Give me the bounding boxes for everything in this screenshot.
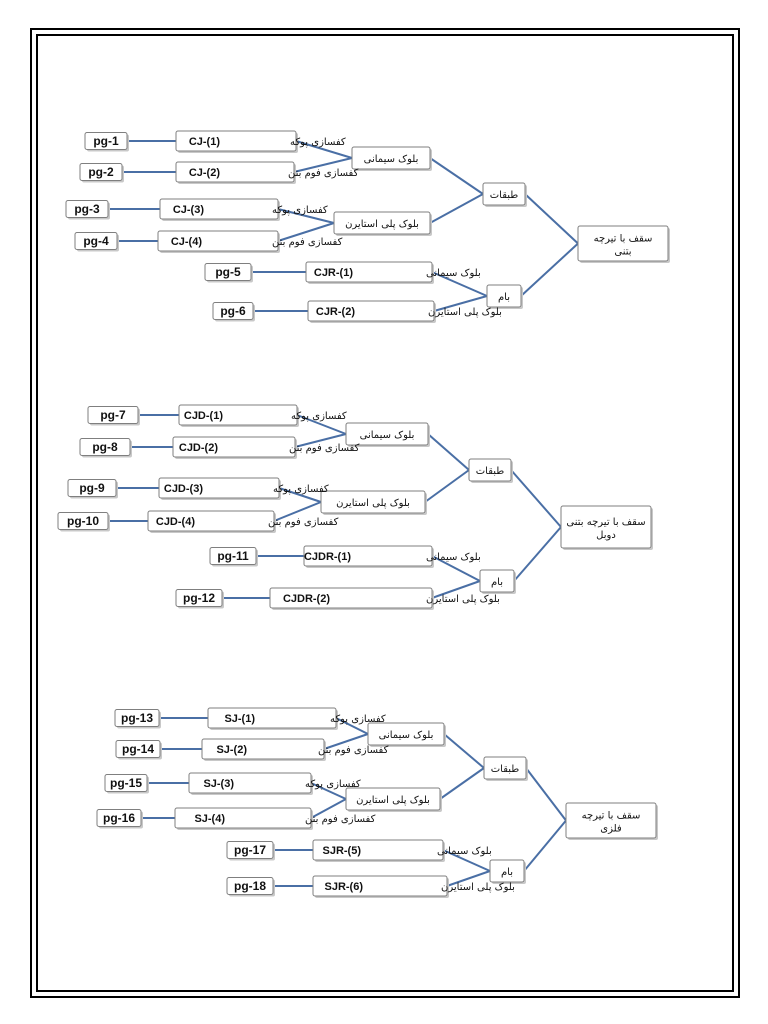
item-node-code: CJ-(4) [170,235,202,248]
item-node-code: CJD-(4) [155,515,195,528]
page-ref-box [85,133,129,152]
item-node-label: کفسازی فوم بتن [305,814,376,825]
page-ref-box [105,775,149,794]
page-ref-box [88,407,140,426]
floors-node-label: طبقات [490,764,520,775]
page-ref-box [176,590,224,609]
page-ref-box-label: pg-16 [102,811,136,826]
page-ref-box-label: pg-4 [83,234,109,249]
root-node-3 [566,803,658,840]
page-ref-box [227,842,275,861]
item-node-label: کفسازی پوکه [272,205,328,216]
roof-node [480,570,516,594]
roof-item-node [270,588,500,610]
floors-node [469,459,513,483]
item-node-code: CJ-(1) [188,135,220,148]
connector-root-roof [521,244,578,297]
item-node-label: کفسازی پوکه [291,411,347,422]
roof-item-node-label: بلوک پلی استایرن [428,307,502,318]
page-ref-box [80,439,132,458]
page-ref-box-label: pg-9 [79,481,105,496]
page-ref-box-label: pg-6 [220,304,246,319]
roof-node [487,285,523,309]
item-node-label: کفسازی پوکه [273,484,329,495]
page-ref-box [66,201,110,220]
connector-floors-block [440,768,484,799]
roof-item-node [306,262,481,284]
roof-item-node [308,301,502,323]
block-node-label: بلوک سیمانی [359,430,415,441]
connector-root-roof [524,821,566,872]
page-ref-box-label: pg-2 [88,165,114,180]
roof-item-node-code: SJR-(6) [324,880,363,893]
item-node-label: کفسازی پوکه [330,714,386,725]
item-node-code: SJ-(2) [216,743,247,756]
root-node-2-label: سقف با تیرچه بتنی دوبل [566,517,646,541]
page-ref-box [68,480,118,499]
page-ref-box-label: pg-1 [93,134,119,149]
roof-item-node-label: بلوک سیمانی [426,268,481,279]
page-ref-box-label: pg-15 [109,776,143,791]
block-node [352,147,432,171]
item-node [173,437,360,459]
page-ref-box [205,264,253,283]
item-node-code: CJD-(1) [183,409,223,422]
connector-floors-block [425,470,469,502]
block-node [346,788,442,812]
page-ref-box [116,741,162,760]
item-node-code: CJ-(2) [188,166,220,179]
floors-node-label: طبقات [475,466,505,477]
item-node-code: SJ-(4) [194,812,225,825]
page-ref-box [58,513,110,532]
page-ref-box [97,810,143,829]
item-node [176,131,346,153]
block-node [321,491,427,515]
roof-node-label: بام [490,577,504,588]
roof-item-node-label: بلوک پلی استایرن [441,882,515,893]
item-node [158,231,343,253]
item-node [160,199,328,221]
roof-item-node [313,840,492,862]
roof-item-node-code: SJR-(5) [322,844,361,857]
page-ref-box [115,710,161,729]
item-node [208,708,386,730]
item-node-code: CJD-(2) [178,441,218,454]
item-node-label: کفسازی فوم بتن [289,443,360,454]
connector-root-floors [526,768,566,821]
block-node [334,212,432,236]
connector-floors-block [430,194,483,223]
item-node [202,739,389,761]
page-ref-box [75,233,119,252]
page-ref-box-label: pg-10 [66,514,100,529]
page-ref-box-label: pg-7 [100,408,126,423]
roof-item-node-code: CJDR-(2) [282,592,330,605]
item-node-label: کفسازی فوم بتن [268,517,339,528]
roof-node-label: بام [500,867,514,878]
block-node-label: بلوک پلی استایرن [356,795,430,806]
roof-item-node-label: بلوک پلی استایرن [426,594,500,605]
item-node-code: CJD-(3) [163,482,203,495]
connector-root-floors [525,194,578,244]
page-ref-box-label: pg-17 [233,843,267,858]
roof-item-node-code: CJR-(1) [313,266,353,279]
roof-item-node-label: بلوک سیمانی [426,552,481,563]
item-node [176,162,359,184]
page-ref-box [227,878,275,897]
block-node-label: بلوک پلی استایرن [345,219,419,230]
roof-node-label: بام [497,292,511,303]
page-ref-box-label: pg-18 [233,879,267,894]
floors-node-label: طبقات [489,190,519,201]
item-node [189,773,361,795]
roof-item-node-label: بلوک سیمانی [437,846,492,857]
item-node-label: کفسازی پوکه [305,779,361,790]
root-node-2 [561,506,653,550]
connector-root-roof [514,527,561,581]
connector-floors-block [428,434,469,470]
item-node-code: CJ-(3) [172,203,204,216]
item-node [148,511,339,533]
block-node-label: بلوک سیمانی [378,730,434,741]
floors-node [484,757,528,781]
page-ref-box [80,164,124,183]
block-node-label: بلوک پلی استایرن [336,498,410,509]
block-node-label: بلوک سیمانی [363,154,419,165]
block-node [368,723,446,747]
page-ref-box-label: pg-8 [92,440,118,455]
root-node-1-label: سقف با تیرچه بتنی [593,233,653,258]
page-ref-box-label: pg-3 [74,202,100,217]
connector-root-floors [511,470,561,527]
page-ref-box-label: pg-12 [182,591,216,606]
item-node-label: کفسازی پوکه [290,137,346,148]
roof-node [490,860,526,884]
page-ref-box [210,548,258,567]
connector-floors-block [444,734,484,768]
root-node-3-label: سقف با تیرچه فلزی [581,810,641,835]
page-ref-box-label: pg-14 [121,742,155,757]
roof-item-node-code: CJDR-(1) [303,550,351,563]
item-node-code: SJ-(1) [224,712,255,725]
root-node-1 [578,226,670,263]
item-node-label: کفسازی فوم بتن [272,237,343,248]
floors-node [483,183,527,207]
item-node-code: SJ-(3) [203,777,234,790]
page-ref-box [213,303,255,322]
page-ref-box-label: pg-13 [120,711,154,726]
roof-item-node [304,546,481,568]
roof-item-node-code: CJR-(2) [315,305,355,318]
item-node-label: کفسازی فوم بتن [288,168,359,179]
roof-item-node [313,876,515,898]
item-node-label: کفسازی فوم بتن [318,745,389,756]
connector-floors-block [430,158,483,194]
item-node [175,808,376,830]
page-ref-box-label: pg-11 [217,549,249,564]
page-ref-box-label: pg-5 [215,265,241,280]
